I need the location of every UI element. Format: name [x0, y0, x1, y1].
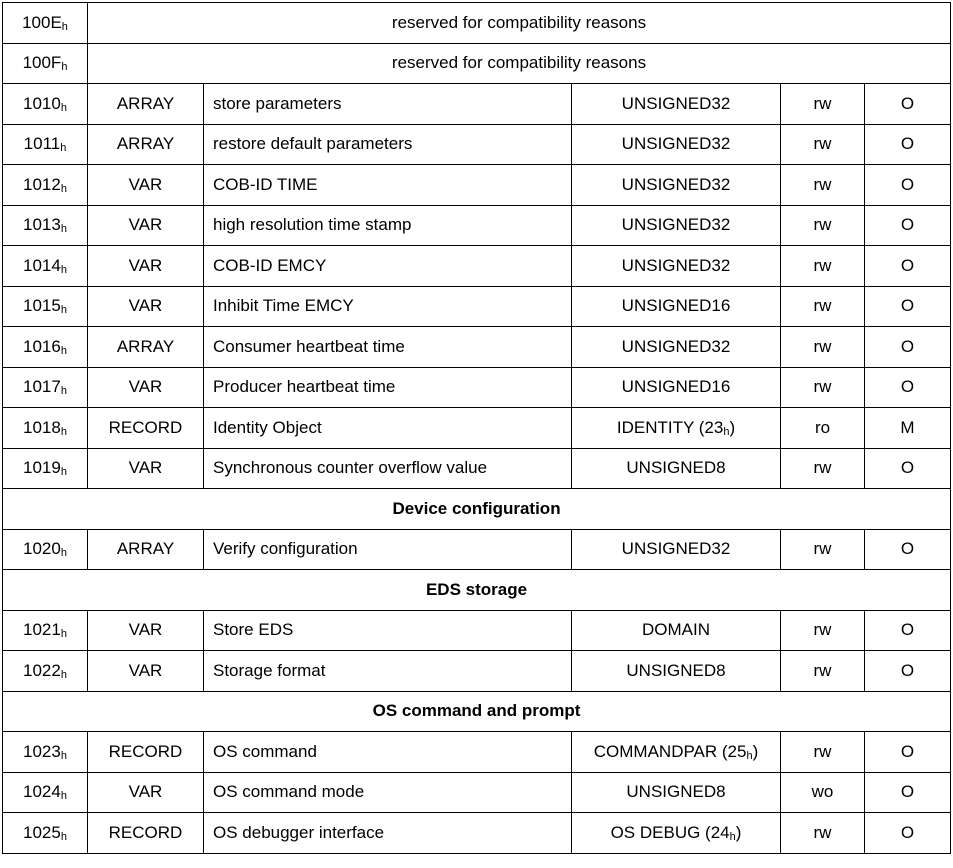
access-cell: rw: [781, 84, 865, 125]
data-type-text: IDENTITY (23: [616, 417, 724, 437]
table-row: [3, 367, 951, 408]
object-code-cell: VAR: [88, 286, 204, 327]
section-title: OS command and prompt: [3, 691, 951, 732]
data-type-close: ): [729, 417, 736, 437]
name-cell: store parameters: [204, 84, 572, 125]
data-type-text: UNSIGNED8: [626, 660, 726, 680]
index-value: 1023: [23, 741, 61, 761]
hex-suffix: h: [60, 628, 67, 641]
index-value: 1014: [23, 255, 61, 275]
table-row: [3, 448, 951, 489]
object-code-cell: ARRAY: [88, 84, 204, 125]
data-type-cell: [572, 246, 781, 287]
access-cell: rw: [781, 327, 865, 368]
table-body: [3, 3, 951, 854]
index-value: 1017: [23, 377, 61, 397]
index-cell: [3, 84, 88, 125]
data-type-cell: [572, 367, 781, 408]
table-row: [3, 165, 951, 206]
section-header-row: [3, 570, 951, 611]
data-type-text: UNSIGNED32: [621, 255, 731, 275]
index-cell: [3, 165, 88, 206]
index-cell: [3, 732, 88, 773]
mandatory-cell: O: [865, 205, 951, 246]
object-dictionary-table: [2, 2, 951, 854]
data-type-text: UNSIGNED8: [626, 782, 726, 802]
section-title: Device configuration: [3, 489, 951, 530]
index-cell: [3, 408, 88, 449]
section-header-row: [3, 691, 951, 732]
data-type-text: UNSIGNED32: [621, 215, 731, 235]
data-type-text: UNSIGNED32: [621, 174, 731, 194]
hex-suffix: h: [60, 790, 67, 803]
section-title: EDS storage: [3, 570, 951, 611]
index-value: 1012: [23, 174, 61, 194]
name-cell: Consumer heartbeat time: [204, 327, 572, 368]
table-row: [3, 651, 951, 692]
index-cell: [3, 205, 88, 246]
reserved-note: reserved for compatibility reasons: [88, 43, 951, 84]
access-cell: rw: [781, 367, 865, 408]
mandatory-cell: O: [865, 124, 951, 165]
access-cell: rw: [781, 448, 865, 489]
index-cell: [3, 529, 88, 570]
mandatory-cell: O: [865, 286, 951, 327]
mandatory-cell: O: [865, 84, 951, 125]
section-header-row: [3, 489, 951, 530]
index-cell: [3, 124, 88, 165]
mandatory-cell: M: [865, 408, 951, 449]
data-type-text: UNSIGNED8: [626, 458, 726, 478]
data-type-cell: [572, 610, 781, 651]
data-type-text: UNSIGNED32: [621, 134, 731, 154]
name-cell: Producer heartbeat time: [204, 367, 572, 408]
data-type-close: ): [752, 741, 759, 761]
name-cell: Storage format: [204, 651, 572, 692]
index-value: 1011: [23, 134, 61, 154]
data-type-text: UNSIGNED32: [621, 539, 731, 559]
name-cell: COB-ID EMCY: [204, 246, 572, 287]
data-type-cell: [572, 651, 781, 692]
mandatory-cell: O: [865, 529, 951, 570]
object-code-cell: RECORD: [88, 408, 204, 449]
data-type-cell: [572, 327, 781, 368]
index-value: 1018: [23, 417, 61, 437]
data-type-text: COMMANDPAR (25: [593, 741, 747, 761]
object-code-cell: RECORD: [88, 732, 204, 773]
index-cell: [3, 327, 88, 368]
access-cell: rw: [781, 651, 865, 692]
name-cell: OS debugger interface: [204, 813, 572, 854]
mandatory-cell: O: [865, 610, 951, 651]
name-cell: Inhibit Time EMCY: [204, 286, 572, 327]
data-type-cell: [572, 205, 781, 246]
table-row: [3, 772, 951, 813]
name-cell: Verify configuration: [204, 529, 572, 570]
hex-suffix: h: [60, 304, 67, 317]
access-cell: rw: [781, 124, 865, 165]
table-row: [3, 205, 951, 246]
data-type-cell: [572, 448, 781, 489]
access-cell: rw: [781, 286, 865, 327]
data-type-close: ): [735, 822, 742, 842]
access-cell: rw: [781, 246, 865, 287]
data-type-text: OS DEBUG (24: [610, 822, 730, 842]
data-type-cell: [572, 165, 781, 206]
index-cell: [3, 813, 88, 854]
table-row: [3, 286, 951, 327]
mandatory-cell: O: [865, 165, 951, 206]
data-type-cell: [572, 84, 781, 125]
index-cell: [3, 3, 88, 44]
mandatory-cell: O: [865, 246, 951, 287]
object-code-cell: VAR: [88, 772, 204, 813]
hex-suffix: h: [60, 385, 67, 398]
index-cell: [3, 448, 88, 489]
data-type-text: UNSIGNED32: [621, 93, 731, 113]
name-cell: OS command mode: [204, 772, 572, 813]
access-cell: rw: [781, 205, 865, 246]
hex-suffix: h: [60, 344, 67, 357]
name-cell: Store EDS: [204, 610, 572, 651]
index-cell: [3, 610, 88, 651]
mandatory-cell: O: [865, 367, 951, 408]
name-cell: Identity Object: [204, 408, 572, 449]
hex-suffix: h: [60, 182, 67, 195]
data-type-cell: [572, 124, 781, 165]
object-code-cell: VAR: [88, 205, 204, 246]
table-row: [3, 124, 951, 165]
data-type-cell: [572, 732, 781, 773]
index-cell: [3, 367, 88, 408]
reserved-row: [3, 3, 951, 44]
reserved-row: [3, 43, 951, 84]
name-cell: restore default parameters: [204, 124, 572, 165]
table-row: [3, 732, 951, 773]
hex-suffix: h: [60, 466, 67, 479]
mandatory-cell: O: [865, 772, 951, 813]
mandatory-cell: O: [865, 448, 951, 489]
data-type-cell: [572, 286, 781, 327]
hex-suffix: h: [60, 425, 67, 438]
index-value: 1013: [23, 215, 61, 235]
hex-suffix: h: [61, 20, 68, 33]
table-row: [3, 408, 951, 449]
hex-suffix: h: [60, 263, 67, 276]
hex-suffix: h: [61, 61, 68, 74]
mandatory-cell: O: [865, 813, 951, 854]
index-value: 1019: [23, 458, 61, 478]
access-cell: rw: [781, 529, 865, 570]
hex-suffix: h: [60, 142, 67, 155]
data-type-text: UNSIGNED16: [621, 377, 731, 397]
access-cell: ro: [781, 408, 865, 449]
object-code-cell: VAR: [88, 165, 204, 206]
data-type-suffix: h: [746, 749, 753, 762]
index-value: 1025: [23, 822, 61, 842]
object-code-cell: VAR: [88, 651, 204, 692]
mandatory-cell: O: [865, 732, 951, 773]
hex-suffix: h: [60, 830, 67, 843]
object-code-cell: ARRAY: [88, 327, 204, 368]
index-cell: [3, 651, 88, 692]
access-cell: rw: [781, 610, 865, 651]
index-value: 100E: [22, 12, 62, 32]
index-cell: [3, 772, 88, 813]
name-cell: OS command: [204, 732, 572, 773]
hex-suffix: h: [60, 547, 67, 560]
reserved-note: reserved for compatibility reasons: [88, 3, 951, 44]
table-row: [3, 246, 951, 287]
table-row: [3, 84, 951, 125]
object-code-cell: VAR: [88, 246, 204, 287]
data-type-suffix: h: [729, 830, 736, 843]
data-type-text: UNSIGNED32: [621, 336, 731, 356]
data-type-cell: [572, 772, 781, 813]
hex-suffix: h: [60, 101, 67, 114]
access-cell: rw: [781, 732, 865, 773]
table-row: [3, 813, 951, 854]
data-type-cell: [572, 529, 781, 570]
mandatory-cell: O: [865, 327, 951, 368]
table-row: [3, 610, 951, 651]
access-cell: wo: [781, 772, 865, 813]
index-value: 1021: [23, 620, 61, 640]
object-code-cell: VAR: [88, 448, 204, 489]
access-cell: rw: [781, 165, 865, 206]
name-cell: high resolution time stamp: [204, 205, 572, 246]
index-value: 1022: [23, 660, 61, 680]
index-cell: [3, 43, 88, 84]
object-code-cell: VAR: [88, 367, 204, 408]
index-cell: [3, 286, 88, 327]
name-cell: COB-ID TIME: [204, 165, 572, 206]
data-type-cell: [572, 813, 781, 854]
index-value: 1010: [23, 93, 61, 113]
data-type-cell: [572, 408, 781, 449]
data-type-text: DOMAIN: [642, 620, 710, 640]
table-row: [3, 327, 951, 368]
index-cell: [3, 246, 88, 287]
name-cell: Synchronous counter overflow value: [204, 448, 572, 489]
index-value: 1015: [23, 296, 61, 316]
access-cell: rw: [781, 813, 865, 854]
index-value: 1020: [23, 539, 61, 559]
data-type-suffix: h: [723, 425, 730, 438]
mandatory-cell: O: [865, 651, 951, 692]
table-row: [3, 529, 951, 570]
hex-suffix: h: [60, 668, 67, 681]
hex-suffix: h: [60, 749, 67, 762]
index-value: 1016: [23, 336, 61, 356]
hex-suffix: h: [60, 223, 67, 236]
object-code-cell: ARRAY: [88, 529, 204, 570]
object-code-cell: ARRAY: [88, 124, 204, 165]
data-type-text: UNSIGNED16: [621, 296, 731, 316]
index-value: 1024: [23, 782, 61, 802]
index-value: 100F: [22, 53, 62, 73]
object-code-cell: VAR: [88, 610, 204, 651]
object-code-cell: RECORD: [88, 813, 204, 854]
